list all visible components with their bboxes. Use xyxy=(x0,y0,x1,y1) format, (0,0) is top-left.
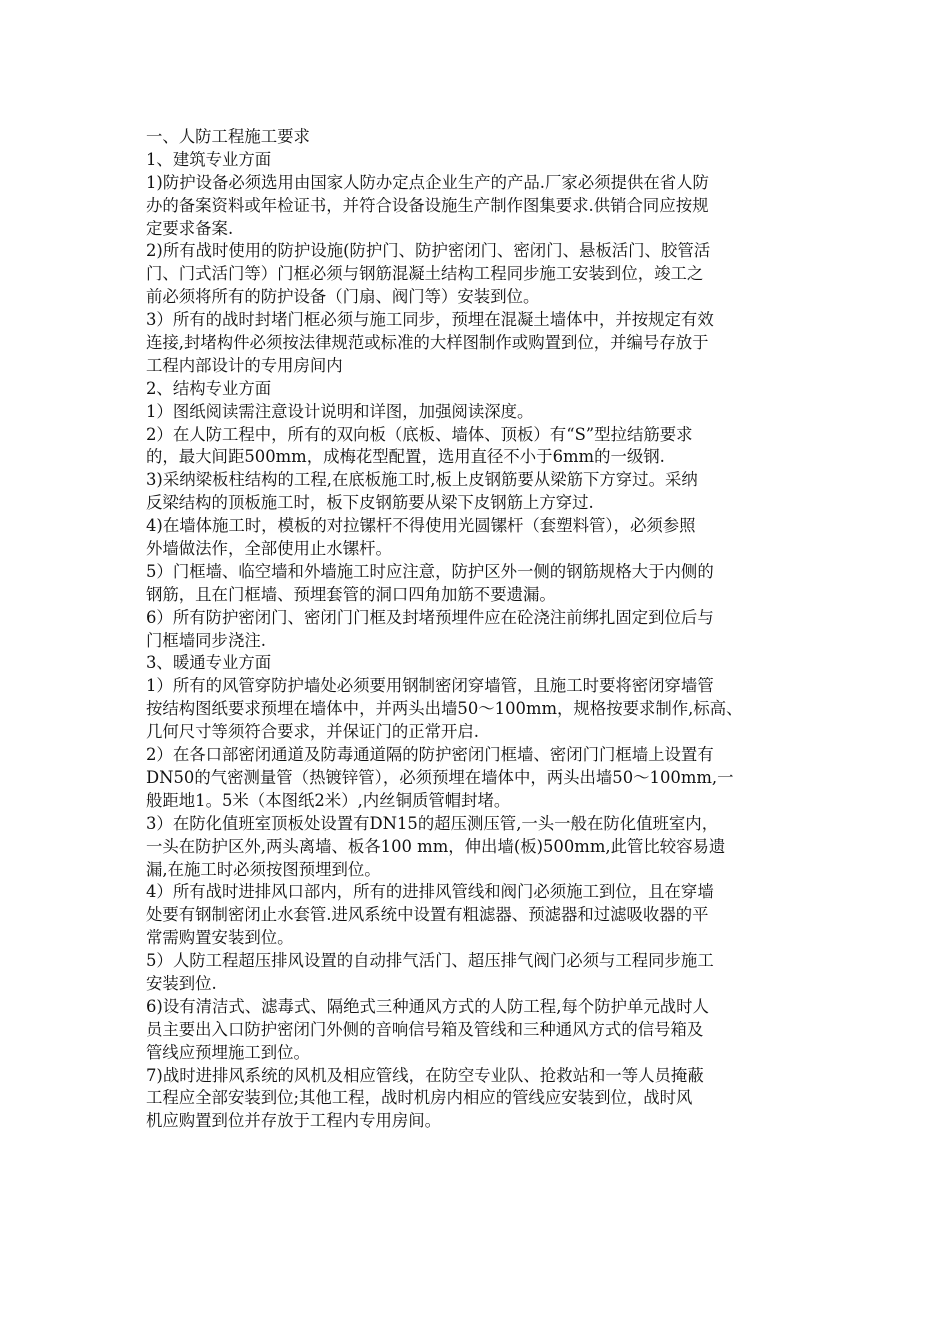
text-line: 门框墙同步浇注. xyxy=(146,630,266,650)
text-line: 漏,在施工时必须按图预埋到位。 xyxy=(146,859,381,879)
text-line: 7)战时进排风系统的风机及相应管线，在防空专业队、抢救站和一等人员掩蔽 xyxy=(146,1065,704,1085)
text-line: 反梁结构的顶板施工时，板下皮钢筋要从梁下皮钢筋上方穿过. xyxy=(146,493,594,513)
text-line: 按结构图纸要求预埋在墙体中，并两头出墙50～100mm，规格按要求制作,标高、 xyxy=(146,699,743,719)
text-line: 管线应预埋施工到位。 xyxy=(146,1042,310,1062)
text-line: 办的备案资料或年检证书，并符合设备设施生产制作图集要求.供销合同应按规 xyxy=(146,195,709,215)
text-line: 一、人防工程施工要求 xyxy=(146,127,310,146)
text-line: 1)防护设备必须选用由国家人防办定点企业生产的产品.厂家必须提供在省人防 xyxy=(146,172,709,192)
text-line: 1、建筑专业方面 xyxy=(146,149,272,169)
text-line: 定要求备案. xyxy=(146,218,234,238)
text-line: 1）图纸阅读需注意设计说明和详图，加强阅读深度。 xyxy=(146,401,534,421)
document-body xyxy=(146,126,814,1133)
text-line: 2)所有战时使用的防护设施(防护门、防护密闭门、密闭门、悬板活门、胶管活 xyxy=(146,241,711,261)
text-line: 前必须将所有的防护设备（门扇、阀门等）安装到位。 xyxy=(146,287,540,307)
text-line: 4)在墙体施工时，模板的对拉镙杆不得使用光圆镙杆（套塑料管），必须参照 xyxy=(146,516,696,536)
text-line: 连接,封堵构件必须按法律规范或标准的大样图制作或购置到位，并编号存放于 xyxy=(146,333,709,353)
text-line: 门、门式活门等）门框必须与钢筋混凝土结构工程同步施工安装到位，竣工之 xyxy=(146,264,704,284)
text-line: 处要有钢制密闭止水套管.进风系统中设置有粗滤器、预滤器和过滤吸收器的平 xyxy=(146,905,709,925)
text-line: 6)设有清洁式、滤毒式、隔绝式三种通风方式的人防工程,每个防护单元战时人 xyxy=(146,996,709,1016)
text-line: 般距地1。5米（本图纸2米）,内丝铜质管帽封堵。 xyxy=(146,790,511,810)
text-line: 的，最大间距500mm，成梅花型配置，选用直径不小于6mm的一级钢. xyxy=(146,447,665,467)
text-line: 安装到位. xyxy=(146,973,217,993)
text-line: 3、暖通专业方面 xyxy=(146,653,272,673)
text-line: 工程应全部安装到位;其他工程，战时机房内相应的管线应安装到位，战时风 xyxy=(146,1088,693,1108)
text-line: DN50的气密测量管（热镀锌管），必须预埋在墙体中，两头出墙50～100mm,一 xyxy=(146,767,734,787)
text-line: 2）在人防工程中，所有的双向板（底板、墙体、顶板）有“S”型拉结筋要求 xyxy=(146,424,693,444)
text-line: 钢筋，且在门框墙、预埋套管的洞口四角加筋不要遗漏。 xyxy=(146,584,556,604)
text-line: 几何尺寸等须符合要求，并保证门的正常开启. xyxy=(146,722,480,742)
text-line: 2、结构专业方面 xyxy=(146,378,272,398)
text-line: 工程内部设计的专用房间内 xyxy=(146,355,343,375)
text-line: 外墙做法作，全部使用止水镙杆。 xyxy=(146,539,392,559)
text-line: 机应购置到位并存放于工程内专用房间。 xyxy=(146,1111,442,1131)
text-line: 1）所有的风管穿防护墙处必须要用钢制密闭穿墙管，且施工时要将密闭穿墙管 xyxy=(146,676,714,696)
text-line: 3）在防化值班室顶板处设置有DN15的超压测压管,一头一般在防化值班室内， xyxy=(146,813,719,833)
text-line: 3)采纳梁板柱结构的工程,在底板施工时,板上皮钢筋要从梁筋下方穿过。采纳 xyxy=(146,470,698,490)
text-line: 4）所有战时进排风口部内，所有的进排风管线和阀门必须施工到位，且在穿墙 xyxy=(146,882,714,902)
text-line: 2）在各口部密闭通道及防毒通道隔的防护密闭门框墙、密闭门门框墙上设置有 xyxy=(146,745,714,765)
text-line: 常需购置安装到位。 xyxy=(146,928,294,948)
text-line: 5）人防工程超压排风设置的自动排气活门、超压排气阀门必须与工程同步施工 xyxy=(146,951,714,971)
text-line: 一头在防护区外,两头离墙、板各100 mm，伸出墙(板)500mm,此管比较容易遗 xyxy=(146,836,726,856)
text-line: 6）所有防护密闭门、密闭门门框及封堵预埋件应在砼浇注前绑扎固定到位后与 xyxy=(146,607,714,627)
text-line: 5）门框墙、临空墙和外墙施工时应注意，防护区外一侧的钢筋规格大于内侧的 xyxy=(146,561,714,581)
text-line: 员主要出入口防护密闭门外侧的音响信号箱及管线和三种通风方式的信号箱及 xyxy=(146,1019,704,1039)
text-line: 3）所有的战时封堵门框必须与施工同步，预埋在混凝土墙体中，并按规定有效 xyxy=(146,310,714,330)
